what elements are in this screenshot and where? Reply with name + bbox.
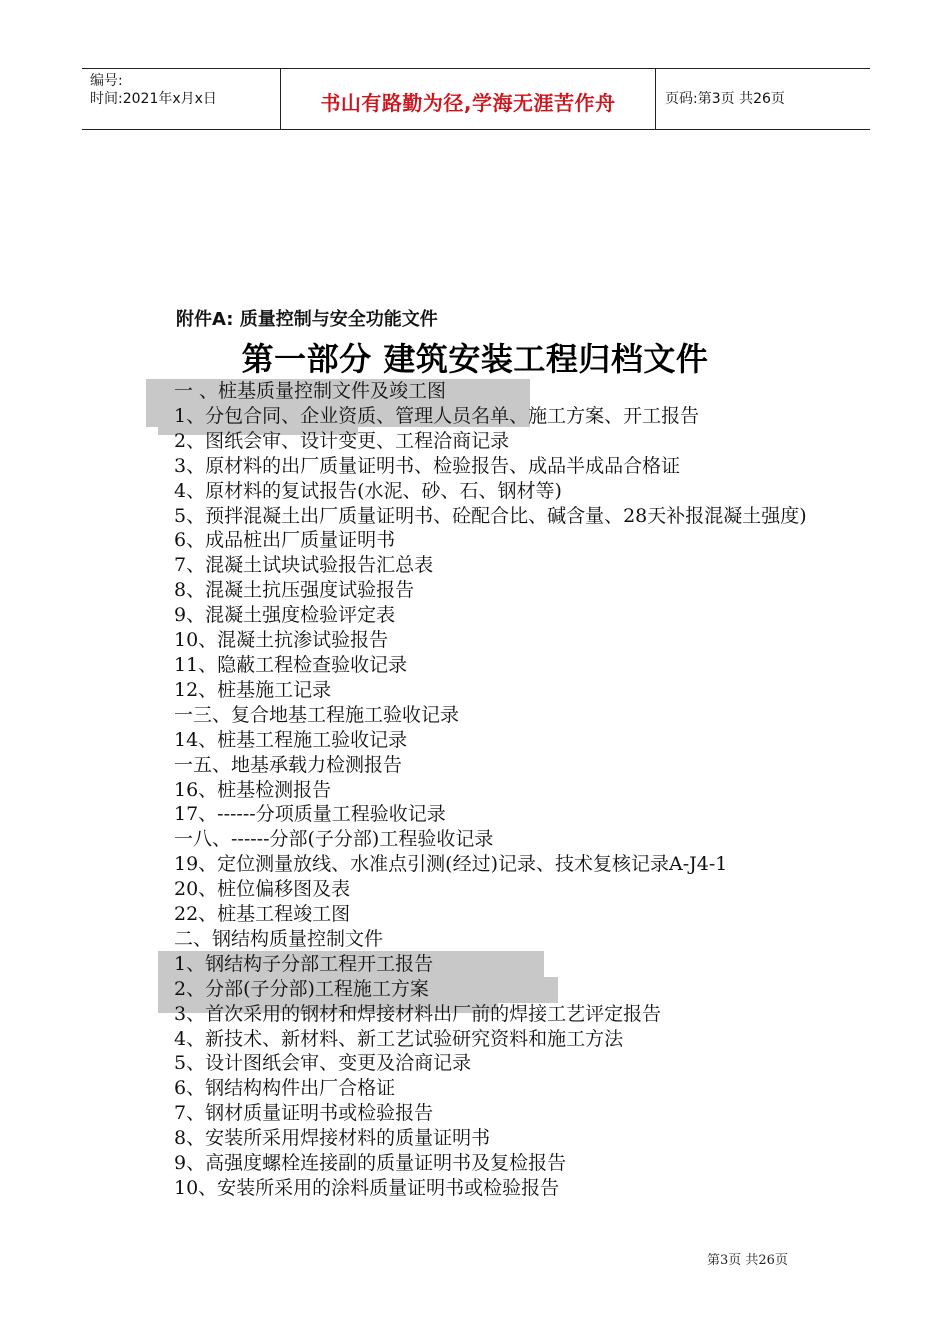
- list-item: 4、原材料的复试报告(水泥、砂、石、钢材等): [174, 479, 562, 502]
- list-item: 1、钢结构子分部工程开工报告: [174, 952, 434, 975]
- list-item: 10、安装所采用的涂料质量证明书或检验报告: [174, 1177, 560, 1199]
- list-item: 11、隐蔽工程检查验收记录: [174, 653, 408, 676]
- list-item: 20、桩位偏移图及表: [174, 878, 351, 901]
- list-item: 一三、复合地基工程施工验收记录: [174, 703, 460, 726]
- list-item: 9、高强度螺栓连接副的质量证明书及复检报告: [174, 1152, 567, 1175]
- archive-item-list: [146, 379, 818, 1201]
- list-item: 19、定位测量放线、水准点引测(经过)记录、技术复核记录A-J4-1: [174, 853, 728, 876]
- list-item: 一五、地基承载力检测报告: [174, 753, 403, 776]
- list-item: 16、桩基检测报告: [174, 778, 332, 801]
- list-item: 10、混凝土抗渗试验报告: [174, 629, 389, 652]
- list-item: 6、钢结构构件出厂合格证: [174, 1077, 396, 1100]
- header-page-cell: [655, 69, 870, 129]
- list-item: 3、首次采用的钢材和焊接材料出厂前的焊接工艺评定报告: [174, 1002, 662, 1025]
- list-item: 一 、桩基质量控制文件及竣工图: [174, 380, 447, 402]
- list-item: 一八、------分部(子分部)工程验收记录: [174, 828, 494, 851]
- attachment-title: 附件A: 质量控制与安全功能文件: [176, 309, 438, 330]
- list-item: 9、混凝土强度检验评定表: [174, 604, 396, 627]
- list-item: 2、图纸会审、设计变更、工程洽商记录: [174, 429, 510, 452]
- document-date-label: 时间:2021年x月x日: [90, 91, 217, 107]
- list-item: 7、钢材质量证明书或检验报告: [174, 1102, 434, 1125]
- page-header: [82, 68, 870, 130]
- list-item: 3、原材料的出厂质量证明书、检验报告、成品半成品合格证: [174, 454, 681, 477]
- list-item: 8、安装所采用焊接材料的质量证明书: [174, 1127, 491, 1150]
- list-item: 5、预拌混凝土出厂质量证明书、砼配合比、碱含量、28天补报混凝土强度): [174, 504, 807, 527]
- list-item: 17、------分项质量工程验收记录: [174, 803, 446, 826]
- list-item: 22、桩基工程竣工图: [174, 903, 351, 926]
- header-left-cell: [82, 69, 280, 129]
- header-motto-cell: [280, 69, 656, 129]
- header-page-number: 页码:第3页 共26页: [665, 91, 785, 107]
- page-footer: 第3页 共26页: [707, 1253, 788, 1268]
- document-number-label: 编号:: [90, 73, 123, 89]
- list-item: 14、桩基工程施工验收记录: [174, 728, 408, 751]
- list-item: 2、分部(子分部)工程施工方案: [174, 977, 429, 1000]
- list-item: 8、混凝土抗压强度试验报告: [174, 579, 415, 602]
- list-item: 二、钢结构质量控制文件: [174, 927, 384, 950]
- list-item: 6、成品桩出厂质量证明书: [174, 529, 396, 552]
- list-item: 7、混凝土试块试验报告汇总表: [174, 554, 434, 577]
- list-item: 5、设计图纸会审、变更及洽商记录: [174, 1052, 472, 1075]
- list-item: 1、分包合同、企业资质、管理人员名单、施工方案、开工报告: [174, 404, 700, 427]
- header-motto: 书山有路勤为径,学海无涯苦作舟: [320, 91, 616, 115]
- main-title: 第一部分 建筑安装工程归档文件: [241, 340, 709, 378]
- list-item: 12、桩基施工记录: [174, 678, 332, 701]
- list-item: 4、新技术、新材料、新工艺试验研究资料和施工方法: [174, 1027, 624, 1050]
